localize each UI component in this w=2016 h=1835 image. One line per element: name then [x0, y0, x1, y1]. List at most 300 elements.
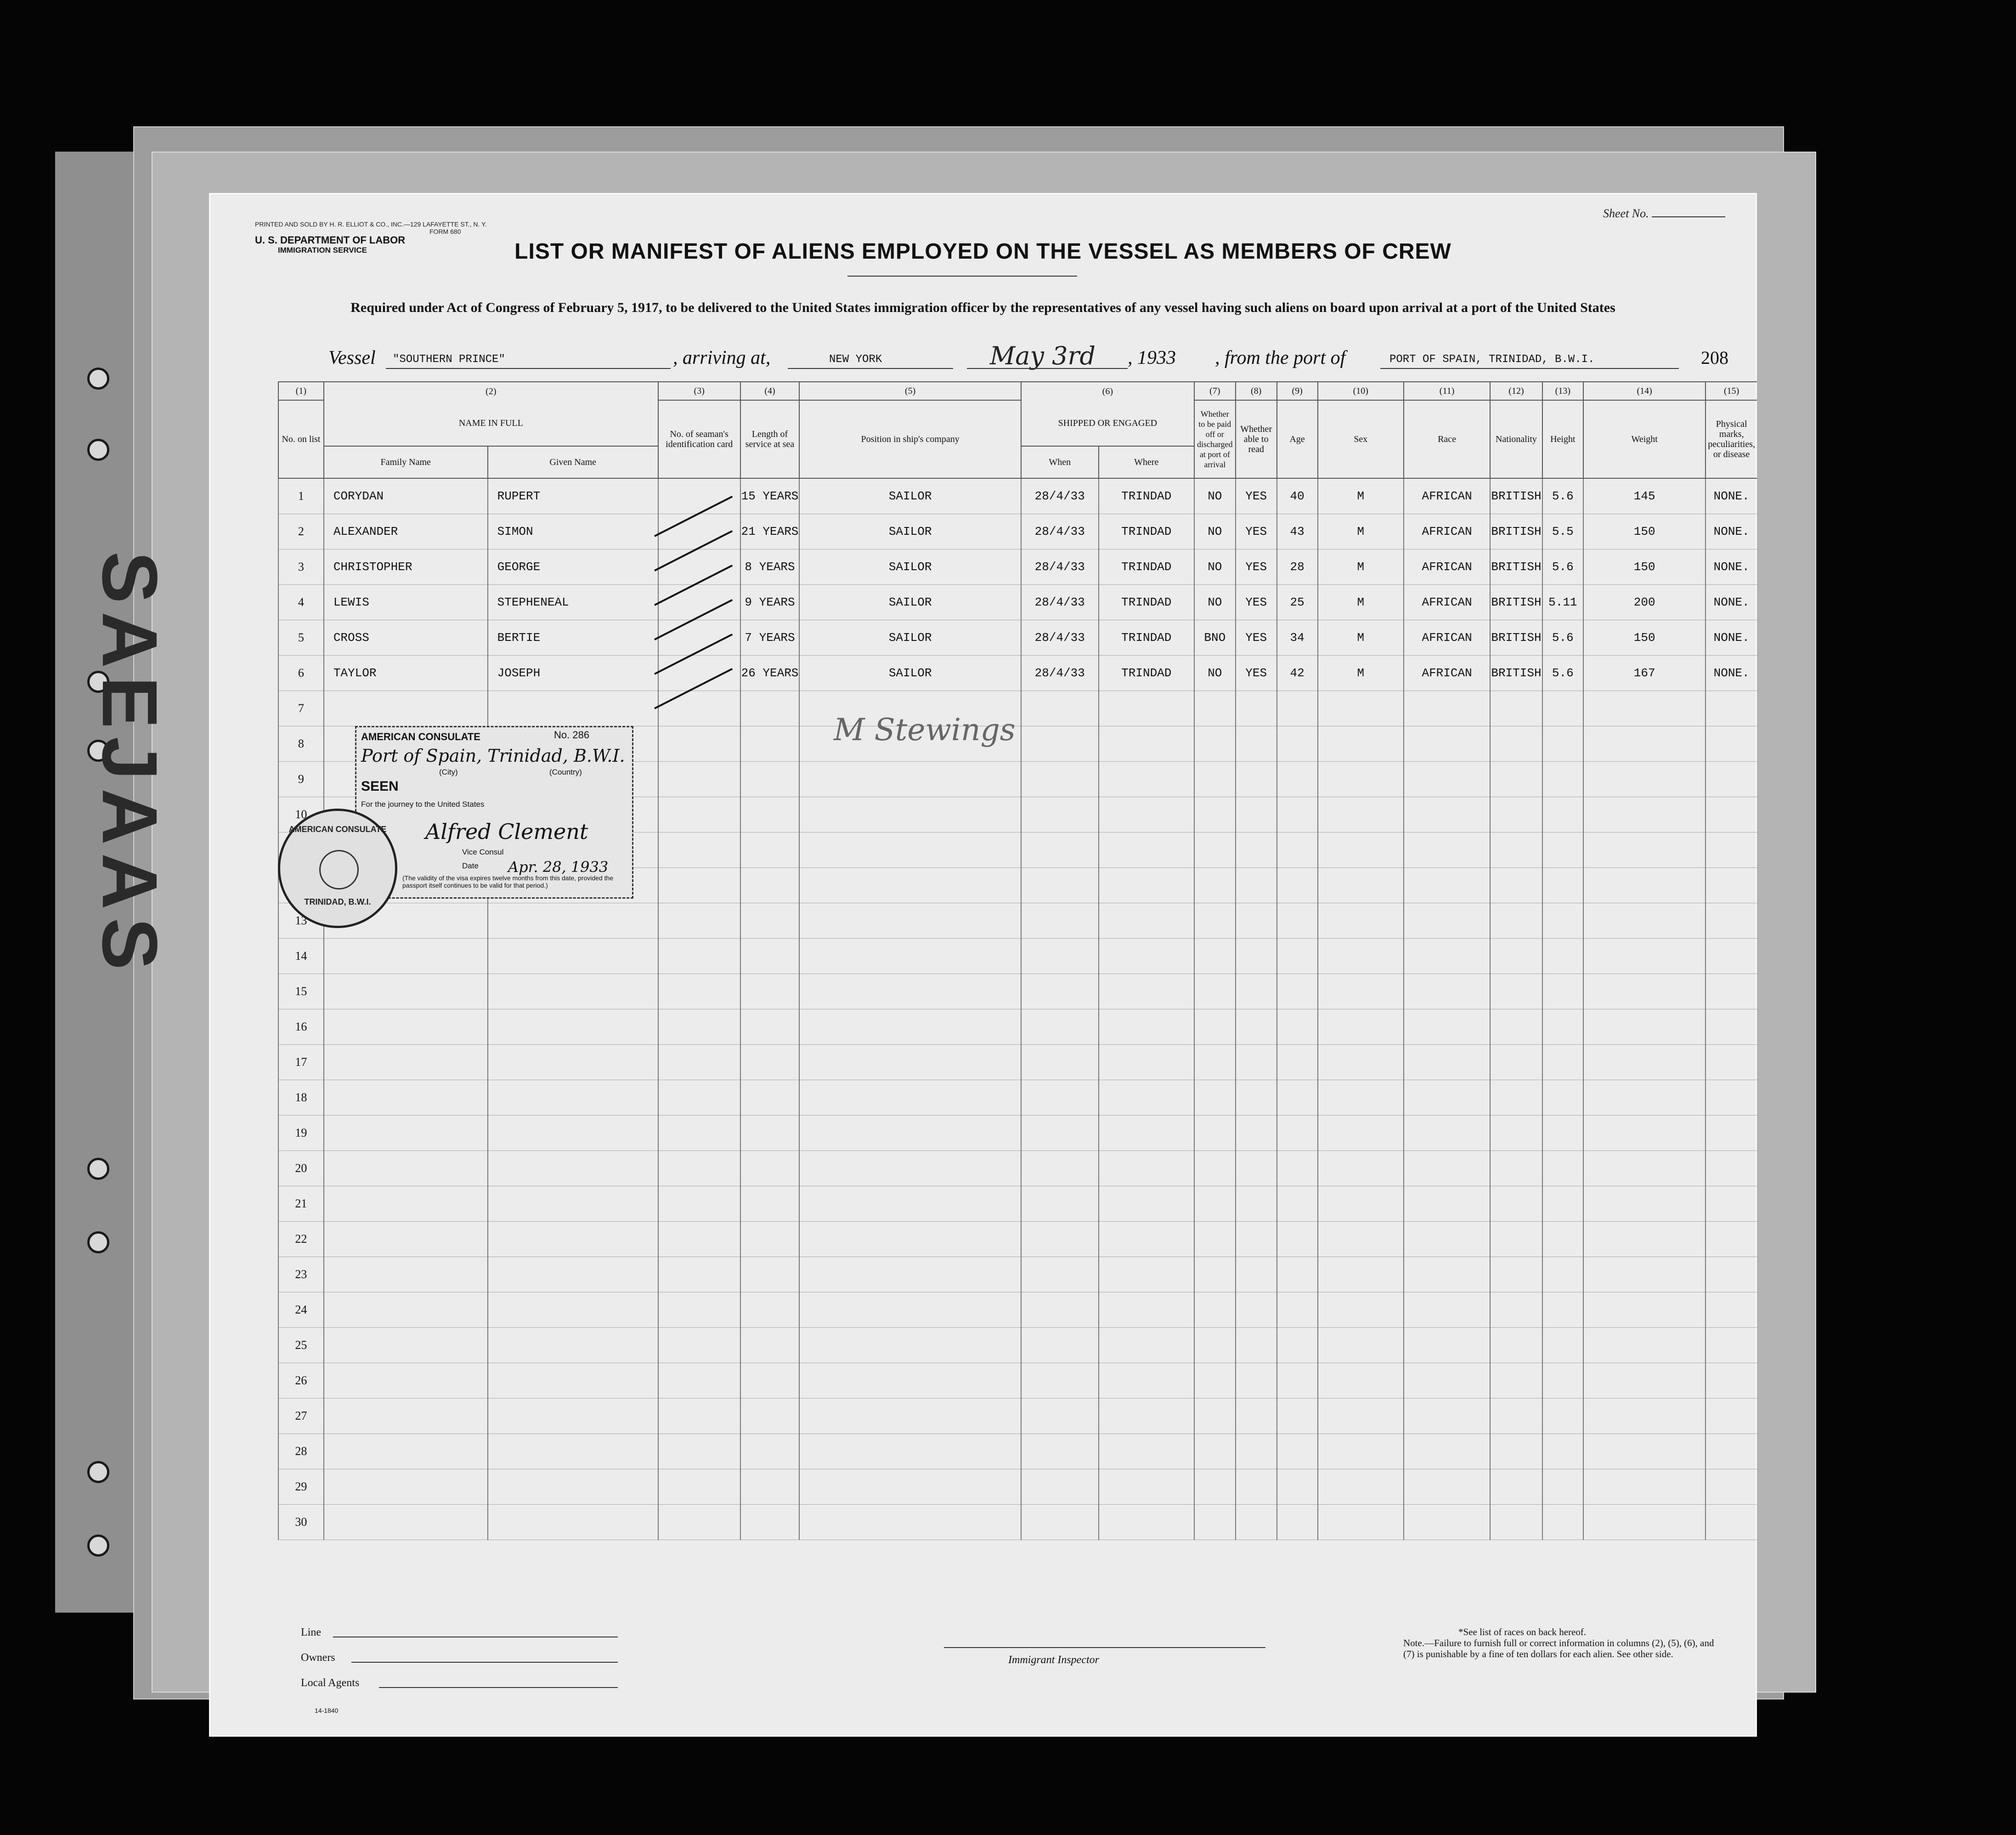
cell-marks: NONE. [1705, 620, 1757, 656]
cell-paid_off: NO [1194, 514, 1236, 549]
cell-no: 22 [278, 1222, 324, 1257]
table-row [278, 1009, 1757, 1045]
cell-empty [1490, 833, 1542, 868]
cell-empty [740, 1080, 800, 1116]
cell-empty [799, 1469, 1021, 1505]
cell-empty [1099, 1045, 1194, 1080]
cell-empty [1021, 1116, 1099, 1151]
cell-empty [1542, 1009, 1584, 1045]
cell-empty [488, 1469, 658, 1505]
cell-no: 24 [278, 1292, 324, 1328]
cell-empty [1542, 868, 1584, 903]
cell-empty [1705, 1257, 1757, 1292]
col-12-num: (12) [1490, 382, 1542, 400]
cell-where: TRINDAD [1099, 514, 1194, 549]
cell-empty [488, 1222, 658, 1257]
table-row [278, 1222, 1757, 1257]
cell-empty [1490, 726, 1542, 762]
cell-no: 26 [278, 1363, 324, 1399]
cell-position: SAILOR [799, 585, 1021, 620]
cell-empty [1705, 1151, 1757, 1186]
vessel-label: Vessel [328, 347, 376, 368]
table-row [278, 585, 1757, 620]
cell-empty [1404, 1116, 1491, 1151]
stamp-validity-note: (The validity of the visa expires twelve months from this date, provided the passport itself continues to be valid for that period.) [402, 874, 614, 889]
cell-race: AFRICAN [1404, 514, 1491, 549]
cell-empty [1236, 1257, 1277, 1292]
cell-empty [1021, 1186, 1099, 1222]
cell-empty [1194, 1363, 1236, 1399]
cell-empty [1099, 1399, 1194, 1434]
cell-given: JOSEPH [488, 656, 658, 691]
cell-empty [1490, 1469, 1542, 1505]
col-9-num: (9) [1277, 382, 1318, 400]
cell-position: SAILOR [799, 620, 1021, 656]
cell-empty [1705, 833, 1757, 868]
cell-empty [1099, 1080, 1194, 1116]
cell-empty [658, 1292, 740, 1328]
cell-empty [1404, 1292, 1491, 1328]
cell-empty [324, 974, 488, 1009]
cell-empty [1099, 1434, 1194, 1469]
col-age: Age [1277, 400, 1318, 478]
cell-weight: 150 [1583, 620, 1705, 656]
cell-paid_off: NO [1194, 478, 1236, 514]
cell-empty [1194, 1009, 1236, 1045]
arriving-label: , arriving at, [673, 347, 771, 368]
cell-empty [324, 1434, 488, 1469]
cell-empty [1705, 1009, 1757, 1045]
page-title: LIST OR MANIFEST OF ALIENS EMPLOYED ON THE VESSEL AS MEMBERS OF CREW [514, 239, 1451, 264]
cell-empty [1277, 833, 1318, 868]
cell-empty [658, 1505, 740, 1540]
cell-empty [1194, 1257, 1236, 1292]
cell-empty [658, 1186, 740, 1222]
cell-marks: NONE. [1705, 478, 1757, 514]
penalty-note: Note.—Failure to furnish full or correct information in columns (2), (5), (6), and (7) is punishable by a fine of ten dollars for each alien. See other side. [1403, 1637, 1714, 1659]
cell-empty [1318, 939, 1404, 974]
col-15-num: (15) [1705, 382, 1757, 400]
table-row [278, 1328, 1757, 1363]
cell-nationality: BRITISH [1490, 478, 1542, 514]
cell-empty [799, 1045, 1021, 1080]
cell-empty [740, 1045, 800, 1080]
footer-note [1403, 1626, 1725, 1659]
cell-empty [1021, 1222, 1099, 1257]
cell-empty [1236, 939, 1277, 974]
cell-empty [1236, 868, 1277, 903]
cell-empty [1542, 903, 1584, 939]
table-row [278, 974, 1757, 1009]
cell-empty [740, 1363, 800, 1399]
cell-empty [1490, 1257, 1542, 1292]
cell-empty [1099, 691, 1194, 726]
cell-empty [1194, 1292, 1236, 1328]
cell-sex: M [1318, 478, 1404, 514]
col-14-num: (14) [1583, 382, 1705, 400]
cell-empty [324, 939, 488, 974]
cell-empty [488, 939, 658, 974]
cell-empty [488, 1399, 658, 1434]
cell-empty [1236, 1434, 1277, 1469]
cell-empty [1490, 1328, 1542, 1363]
cell-empty [1404, 1009, 1491, 1045]
cell-empty [1021, 1363, 1099, 1399]
cell-empty [1583, 1363, 1705, 1399]
cell-empty [1490, 1505, 1542, 1540]
cell-empty [658, 1328, 740, 1363]
col-11-num: (11) [1404, 382, 1491, 400]
cell-no: 10 [278, 797, 324, 833]
cell-empty [1277, 1116, 1318, 1151]
cell-empty [1099, 797, 1194, 833]
cell-empty [1318, 797, 1404, 833]
cell-empty [1318, 1009, 1404, 1045]
cell-empty [1277, 939, 1318, 974]
cell-height: 5.6 [1542, 478, 1584, 514]
cell-empty [1277, 1292, 1318, 1328]
cell-empty [1583, 1505, 1705, 1540]
table-row [278, 478, 1757, 514]
cell-empty [1404, 868, 1491, 903]
vessel-name: "SOUTHERN PRINCE" [393, 353, 505, 366]
cell-empty [324, 1469, 488, 1505]
cell-empty [1194, 939, 1236, 974]
cell-empty [1277, 1399, 1318, 1434]
cell-empty [1542, 691, 1584, 726]
cell-empty [1583, 1186, 1705, 1222]
cell-no: 29 [278, 1469, 324, 1505]
cell-empty [1542, 1116, 1584, 1151]
cell-race: AFRICAN [1404, 620, 1491, 656]
cell-empty [1236, 1080, 1277, 1116]
cell-empty [799, 1292, 1021, 1328]
crew-rows [278, 478, 1757, 1540]
line-label: Line [301, 1626, 321, 1638]
local-agents-label: Local Agents [301, 1677, 360, 1689]
strip-stamp-text: SAEJAAS [86, 551, 173, 979]
table-row [278, 1080, 1757, 1116]
cell-empty [1277, 1186, 1318, 1222]
from-label: , from the port of [1215, 347, 1346, 368]
cell-empty [1542, 1186, 1584, 1222]
cell-empty [1705, 974, 1757, 1009]
cell-empty [1583, 1080, 1705, 1116]
cell-empty [1404, 726, 1491, 762]
header-row [278, 382, 1757, 400]
cell-empty [1583, 833, 1705, 868]
cell-sex: M [1318, 656, 1404, 691]
cell-empty [1021, 726, 1099, 762]
cell-empty [1490, 939, 1542, 974]
cell-empty [1583, 1116, 1705, 1151]
cell-empty [1705, 691, 1757, 726]
cell-where: TRINDAD [1099, 656, 1194, 691]
cell-empty [1583, 1151, 1705, 1186]
cell-empty [1194, 1045, 1236, 1080]
col-2-num: (2) [324, 382, 658, 400]
arrival-year: , 1933 [1128, 347, 1176, 368]
cell-race: AFRICAN [1404, 478, 1491, 514]
cell-empty [1021, 1434, 1099, 1469]
cell-no: 17 [278, 1045, 324, 1080]
title-rule [847, 276, 1077, 277]
cell-when: 28/4/33 [1021, 585, 1099, 620]
cell-empty [1194, 868, 1236, 903]
cell-empty [1490, 762, 1542, 797]
cell-empty [488, 1116, 658, 1151]
col-nationality: Nationality [1490, 400, 1542, 478]
cell-empty [1236, 726, 1277, 762]
cell-empty [1277, 1222, 1318, 1257]
cell-empty [799, 1505, 1021, 1540]
cell-empty [1705, 726, 1757, 762]
cell-paid_off: BNO [1194, 620, 1236, 656]
cell-empty [1490, 974, 1542, 1009]
consulate-seal-icon [278, 809, 397, 928]
col-shipped-engaged: SHIPPED OR ENGAGED [1021, 400, 1194, 446]
cell-no: 5 [278, 620, 324, 656]
cell-read: YES [1236, 656, 1277, 691]
cell-empty [1099, 1151, 1194, 1186]
cell-age: 25 [1277, 585, 1318, 620]
cell-empty [740, 974, 800, 1009]
cell-empty [1194, 1116, 1236, 1151]
cell-empty [1705, 1399, 1757, 1434]
cell-empty [1099, 903, 1194, 939]
dept-line: U. S. DEPARTMENT OF LABOR [255, 234, 406, 246]
cell-empty [658, 1469, 740, 1505]
cell-empty [324, 1116, 488, 1151]
cell-empty [1021, 762, 1099, 797]
cell-empty [1099, 726, 1194, 762]
cell-no: 4 [278, 585, 324, 620]
cell-empty [1099, 1116, 1194, 1151]
cell-empty [1404, 1328, 1491, 1363]
col-height: Height [1542, 400, 1584, 478]
cell-empty [740, 903, 800, 939]
cell-empty [1705, 762, 1757, 797]
cell-no: 7 [278, 691, 324, 726]
cell-empty [1099, 833, 1194, 868]
cell-empty [740, 868, 800, 903]
cell-empty [1490, 797, 1542, 833]
cell-nationality: BRITISH [1490, 585, 1542, 620]
cell-marks: NONE. [1705, 585, 1757, 620]
cell-empty [1583, 1399, 1705, 1434]
cell-empty [1583, 1469, 1705, 1505]
cell-age: 40 [1277, 478, 1318, 514]
cell-empty [1542, 1469, 1584, 1505]
binder-hole-icon [87, 1535, 109, 1557]
binder-hole-icon [87, 368, 109, 390]
cell-empty [1583, 1257, 1705, 1292]
cell-empty [488, 1292, 658, 1328]
binder-hole-icon [87, 439, 109, 461]
cell-empty [1583, 762, 1705, 797]
cell-sex: M [1318, 585, 1404, 620]
cell-age: 34 [1277, 620, 1318, 656]
cell-nationality: BRITISH [1490, 549, 1542, 585]
cell-empty [799, 974, 1021, 1009]
cell-given: BERTIE [488, 620, 658, 656]
cell-empty [1583, 1328, 1705, 1363]
cell-empty [740, 833, 800, 868]
cell-empty [1099, 974, 1194, 1009]
cell-empty [1705, 1045, 1757, 1080]
cell-empty [1318, 903, 1404, 939]
stamp-country-label: (Country) [549, 768, 582, 776]
cell-service: 15 YEARS [740, 478, 800, 514]
cell-empty [1404, 974, 1491, 1009]
cell-empty [1318, 762, 1404, 797]
cell-empty [1542, 1434, 1584, 1469]
from-port: PORT OF SPAIN, TRINIDAD, B.W.I. [1389, 353, 1595, 366]
cell-empty [1277, 1080, 1318, 1116]
owners-label: Owners [301, 1652, 335, 1664]
table-row [278, 1505, 1757, 1540]
cell-empty [799, 833, 1021, 868]
cell-empty [658, 1080, 740, 1116]
stamp-officer-signature: Alfred Clement [425, 819, 588, 844]
cell-empty [324, 1080, 488, 1116]
stamp-seen: SEEN [361, 779, 399, 794]
cell-empty [1404, 691, 1491, 726]
cell-empty [1099, 1328, 1194, 1363]
cell-where: TRINDAD [1099, 585, 1194, 620]
cell-empty [1583, 1434, 1705, 1469]
cell-empty [1099, 1505, 1194, 1540]
cell-no: 21 [278, 1186, 324, 1222]
cell-empty [1021, 1469, 1099, 1505]
cell-empty [1583, 797, 1705, 833]
cell-empty [1404, 833, 1491, 868]
cell-empty [799, 1257, 1021, 1292]
cell-empty [740, 939, 800, 974]
cell-empty [1236, 1151, 1277, 1186]
cell-empty [324, 1257, 488, 1292]
cell-empty [324, 1292, 488, 1328]
cell-empty [1318, 1399, 1404, 1434]
cell-empty [1542, 974, 1584, 1009]
eagle-icon [319, 850, 359, 889]
stamp-date: Apr. 28, 1933 [508, 858, 609, 876]
cell-empty [1583, 939, 1705, 974]
cell-service: 26 YEARS [740, 656, 800, 691]
cell-read: YES [1236, 585, 1277, 620]
cell-empty [1705, 939, 1757, 974]
cell-marks: NONE. [1705, 656, 1757, 691]
cell-empty [799, 939, 1021, 974]
sheet-no-field [1603, 207, 1725, 221]
cell-empty [324, 1505, 488, 1540]
cell-empty [1277, 1505, 1318, 1540]
cell-empty [1705, 868, 1757, 903]
cell-empty [1021, 1328, 1099, 1363]
cell-empty [1277, 1328, 1318, 1363]
col-6-num: (6) [1021, 382, 1194, 400]
cell-empty [1542, 797, 1584, 833]
table-row [278, 691, 1757, 726]
cell-empty [799, 1363, 1021, 1399]
col-race: Race [1404, 400, 1491, 478]
cell-empty [1236, 1116, 1277, 1151]
cell-empty [1583, 974, 1705, 1009]
cell-empty [1542, 1363, 1584, 1399]
cell-empty [488, 1434, 658, 1469]
cell-read: YES [1236, 514, 1277, 549]
cell-empty [1236, 1222, 1277, 1257]
cell-empty [1194, 1186, 1236, 1222]
cell-empty [1318, 1151, 1404, 1186]
cell-empty [1021, 1080, 1099, 1116]
cell-empty [1404, 1257, 1491, 1292]
cell-empty [1542, 1222, 1584, 1257]
cell-empty [1236, 691, 1277, 726]
cell-empty [1583, 903, 1705, 939]
cell-no: 9 [278, 762, 324, 797]
cell-empty [799, 868, 1021, 903]
cell-no: 6 [278, 656, 324, 691]
seal-top-text: AMERICAN CONSULATE [288, 825, 387, 834]
cell-height: 5.6 [1542, 656, 1584, 691]
cell-when: 28/4/33 [1021, 514, 1099, 549]
cell-empty [488, 1363, 658, 1399]
col-family-name: Family Name [324, 446, 488, 478]
cell-empty [740, 1186, 800, 1222]
cell-empty [1318, 1328, 1404, 1363]
cell-empty [658, 903, 740, 939]
cell-empty [1099, 1257, 1194, 1292]
cell-card [658, 478, 740, 514]
table-row [278, 1045, 1757, 1080]
cell-empty [1318, 974, 1404, 1009]
cell-empty [1318, 1186, 1404, 1222]
cell-height: 5.11 [1542, 585, 1584, 620]
cell-age: 28 [1277, 549, 1318, 585]
col-no-on-list: No. on list [278, 400, 324, 478]
cell-empty [1099, 1469, 1194, 1505]
col-sex: Sex [1318, 400, 1404, 478]
cell-where: TRINDAD [1099, 620, 1194, 656]
cell-empty [1236, 797, 1277, 833]
cell-empty [1194, 1080, 1236, 1116]
cell-family: LEWIS [324, 585, 488, 620]
cell-empty [1583, 1045, 1705, 1080]
cell-empty [740, 1222, 800, 1257]
cell-service: 8 YEARS [740, 549, 800, 585]
manifest-sheet [209, 193, 1757, 1737]
cell-empty [1318, 1505, 1404, 1540]
cell-empty [324, 1151, 488, 1186]
cell-empty [1404, 797, 1491, 833]
cell-empty [1583, 1222, 1705, 1257]
cell-empty [1318, 1363, 1404, 1399]
table-row [278, 1469, 1757, 1505]
cell-empty [1236, 833, 1277, 868]
cell-empty [1277, 1469, 1318, 1505]
cell-empty [658, 1009, 740, 1045]
cell-empty [1583, 1292, 1705, 1328]
table-row [278, 1363, 1757, 1399]
cell-empty [740, 797, 800, 833]
col-where: Where [1099, 446, 1194, 478]
cell-sex: M [1318, 514, 1404, 549]
stamp-journey: For the journey to the United States [361, 800, 485, 809]
cell-empty [799, 1186, 1021, 1222]
cell-empty [658, 974, 740, 1009]
cell-empty [1277, 974, 1318, 1009]
